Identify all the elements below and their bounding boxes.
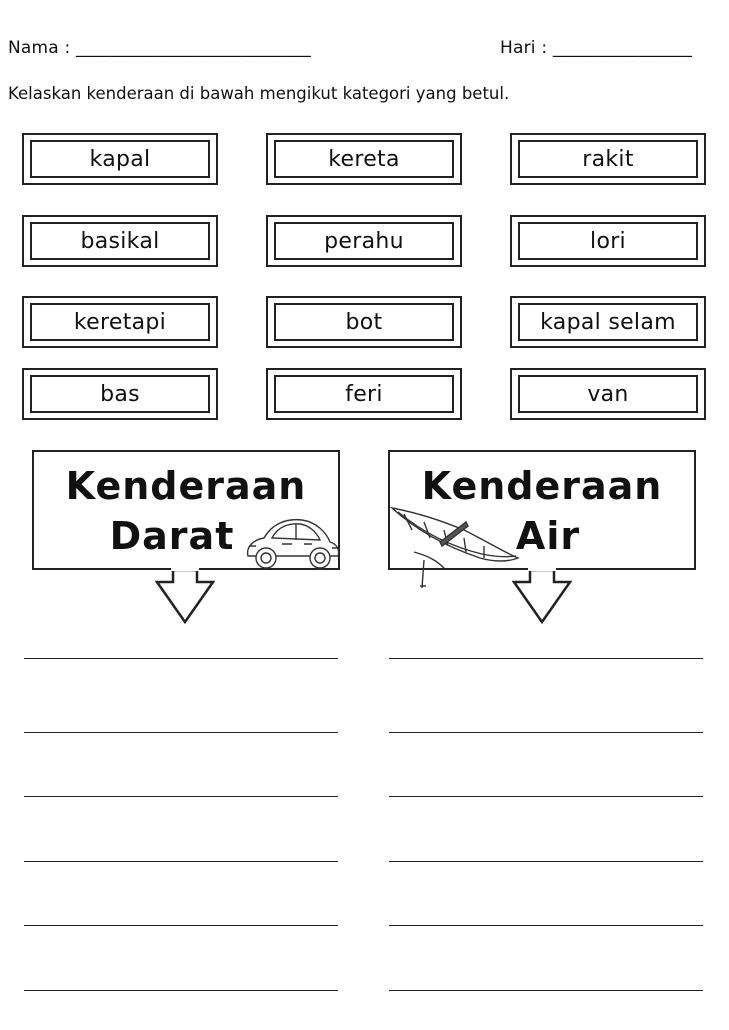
category-title-line1: Kenderaan [65,464,307,508]
answer-line[interactable] [24,861,338,862]
answer-line[interactable] [24,990,338,991]
car-icon [242,512,342,574]
word-label: bot [274,303,454,341]
word-card [266,296,462,348]
word-label: kapal selam [518,303,698,341]
category-title-line2: Darat [109,514,235,558]
word-card [266,368,462,420]
answer-line[interactable] [24,732,338,733]
answer-line[interactable] [389,990,703,991]
word-label: bas [30,375,210,413]
name-field-label[interactable]: Nama : ___________________________ [8,38,311,58]
word-card [266,215,462,267]
answer-line[interactable] [389,861,703,862]
category-title-line1: Kenderaan [421,464,663,508]
category-title-line2: Air [515,514,581,558]
word-label: basikal [30,222,210,260]
answer-line[interactable] [24,796,338,797]
word-label: keretapi [30,303,210,341]
word-label: lori [518,222,698,260]
word-card [22,215,218,267]
word-card [22,296,218,348]
answer-line[interactable] [24,925,338,926]
word-card [510,296,706,348]
answer-line[interactable] [389,658,703,659]
answer-line[interactable] [24,658,338,659]
word-card [22,368,218,420]
word-card [510,215,706,267]
boat-icon [384,500,524,592]
word-card [510,368,706,420]
day-field-label[interactable]: Hari : ________________ [500,38,693,58]
word-label: van [518,375,698,413]
answer-line[interactable] [389,732,703,733]
word-card [510,133,706,185]
word-label: perahu [274,222,454,260]
instruction-text: Kelaskan kenderaan di bawah mengikut kategori yang betul. [8,84,510,103]
answer-line[interactable] [389,925,703,926]
word-label: feri [274,375,454,413]
answer-line[interactable] [389,796,703,797]
word-card [266,133,462,185]
word-label: kapal [30,140,210,178]
arrow-down-icon [155,568,215,624]
word-label: rakit [518,140,698,178]
word-card [22,133,218,185]
word-label: kereta [274,140,454,178]
word-bank [22,133,712,421]
arrow-down-icon [512,568,572,624]
